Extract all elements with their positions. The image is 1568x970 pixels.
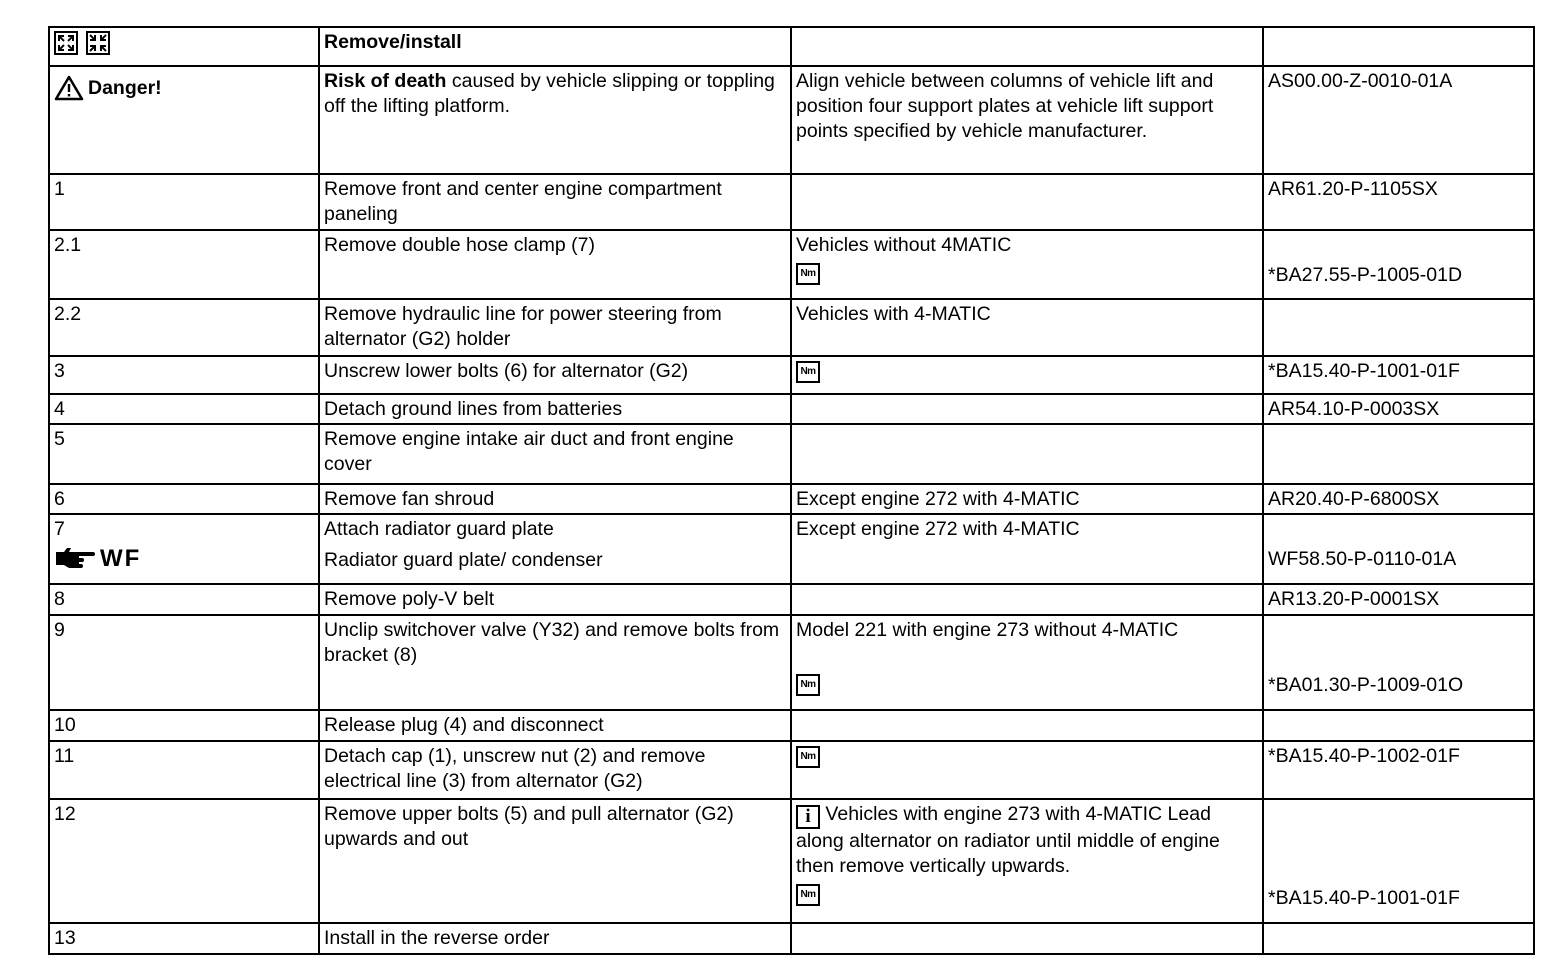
step-number: 4	[49, 394, 319, 424]
step-ref[interactable]: *BA15.40-P-1001-01F	[1268, 887, 1460, 909]
step-note: Vehicles with 4-MATIC	[791, 299, 1263, 356]
table-row	[49, 615, 1534, 710]
risk-bold: Risk of death	[324, 70, 447, 92]
table-row	[49, 424, 1534, 484]
step-note: Vehicles with engine 273 with 4-MATIC Lead along alternator on radiator until middle of engine then remove vertically upwards.	[796, 803, 1220, 877]
table-row	[49, 299, 1534, 356]
step-subtext: Radiator guard plate/ condenser	[324, 549, 603, 571]
step-number: 6	[49, 484, 319, 514]
step-text: Release plug (4) and disconnect	[319, 710, 791, 741]
table-row	[49, 741, 1534, 799]
collapse-icon[interactable]	[86, 31, 110, 55]
step-note: Model 221 with engine 273 without 4-MATIC	[796, 619, 1179, 641]
step-number: 1	[49, 174, 319, 230]
step-number: 9	[49, 615, 319, 710]
warning-triangle-icon	[54, 75, 84, 101]
step-text: Unscrew lower bolts (6) for alternator (G2)	[319, 356, 791, 394]
step-number: 10	[49, 710, 319, 741]
table-row	[49, 799, 1534, 923]
table-header-row	[49, 27, 1534, 66]
step-number: 8	[49, 584, 319, 615]
table-row	[49, 356, 1534, 394]
table-row	[49, 230, 1534, 299]
danger-label: Danger!	[88, 76, 162, 99]
step-text: Remove fan shroud	[319, 484, 791, 514]
step-number: 7	[54, 518, 65, 540]
step-text: Remove hydraulic line for power steering from alternator (G2) holder	[319, 299, 791, 356]
expand-icon[interactable]	[54, 31, 78, 55]
step-text: Remove engine intake air duct and front engine cover	[319, 424, 791, 484]
torque-icon[interactable]: Nm	[796, 884, 820, 906]
torque-icon[interactable]: Nm	[796, 674, 820, 696]
step-text: Detach ground lines from batteries	[319, 394, 791, 424]
danger-row	[49, 66, 1534, 174]
step-number: 2.1	[49, 230, 319, 299]
table-row	[49, 584, 1534, 615]
step-text: Remove upper bolts (5) and pull alternator (G2) upwards and out	[319, 799, 791, 923]
torque-icon[interactable]: Nm	[796, 746, 820, 768]
info-icon[interactable]: i	[796, 805, 820, 829]
step-text: Detach cap (1), unscrew nut (2) and remove electrical line (3) from alternator (G2)	[319, 741, 791, 799]
table-row	[49, 710, 1534, 741]
wf-reference	[54, 542, 314, 574]
table-row	[49, 514, 1534, 584]
table-row	[49, 394, 1534, 424]
wf-label: WF	[100, 544, 142, 572]
step-number: 12	[49, 799, 319, 923]
step-text: Remove front and center engine compartment paneling	[319, 174, 791, 230]
step-number: 2.2	[49, 299, 319, 356]
danger-note: Align vehicle between columns of vehicle lift and position four support plates at vehicle lift support points specified by vehicle manufacturer.	[791, 66, 1263, 174]
step-ref[interactable]: AR20.40-P-6800SX	[1263, 484, 1534, 514]
step-note: Except engine 272 with 4-MATIC	[791, 484, 1263, 514]
step-text: Remove poly-V belt	[319, 584, 791, 615]
step-ref[interactable]: AR13.20-P-0001SX	[1263, 584, 1534, 615]
step-number: 11	[49, 741, 319, 799]
pointing-hand-icon	[54, 546, 98, 570]
header-title: Remove/install	[319, 27, 791, 66]
step-text: Unclip switchover valve (Y32) and remove bolts from bracket (8)	[319, 615, 791, 710]
table-row	[49, 484, 1534, 514]
step-note: Except engine 272 with 4-MATIC	[791, 514, 1263, 584]
procedure-table	[48, 26, 1535, 955]
step-ref[interactable]: AR61.20-P-1105SX	[1263, 174, 1534, 230]
table-row	[49, 923, 1534, 954]
table-row	[49, 174, 1534, 230]
step-ref[interactable]: *BA01.30-P-1009-01O	[1268, 674, 1464, 696]
step-ref[interactable]: *BA27.55-P-1005-01D	[1268, 264, 1463, 286]
step-number: 3	[49, 356, 319, 394]
danger-ref[interactable]: AS00.00-Z-0010-01A	[1263, 66, 1534, 174]
step-ref[interactable]: *BA15.40-P-1001-01F	[1263, 356, 1534, 394]
step-ref[interactable]: *BA15.40-P-1002-01F	[1263, 741, 1534, 799]
torque-icon[interactable]: Nm	[796, 361, 820, 383]
risk-text: caused by vehicle slipping or toppling off the lifting platform.	[324, 70, 775, 117]
step-text: Install in the reverse order	[319, 923, 791, 954]
step-number: 13	[49, 923, 319, 954]
step-ref[interactable]: AR54.10-P-0003SX	[1263, 394, 1534, 424]
torque-icon[interactable]: Nm	[796, 263, 820, 285]
step-number: 5	[49, 424, 319, 484]
step-note: Vehicles without 4MATIC	[796, 234, 1012, 256]
step-text: Attach radiator guard plate	[324, 518, 554, 540]
step-ref[interactable]: WF58.50-P-0110-01A	[1268, 548, 1457, 570]
step-text: Remove double hose clamp (7)	[319, 230, 791, 299]
